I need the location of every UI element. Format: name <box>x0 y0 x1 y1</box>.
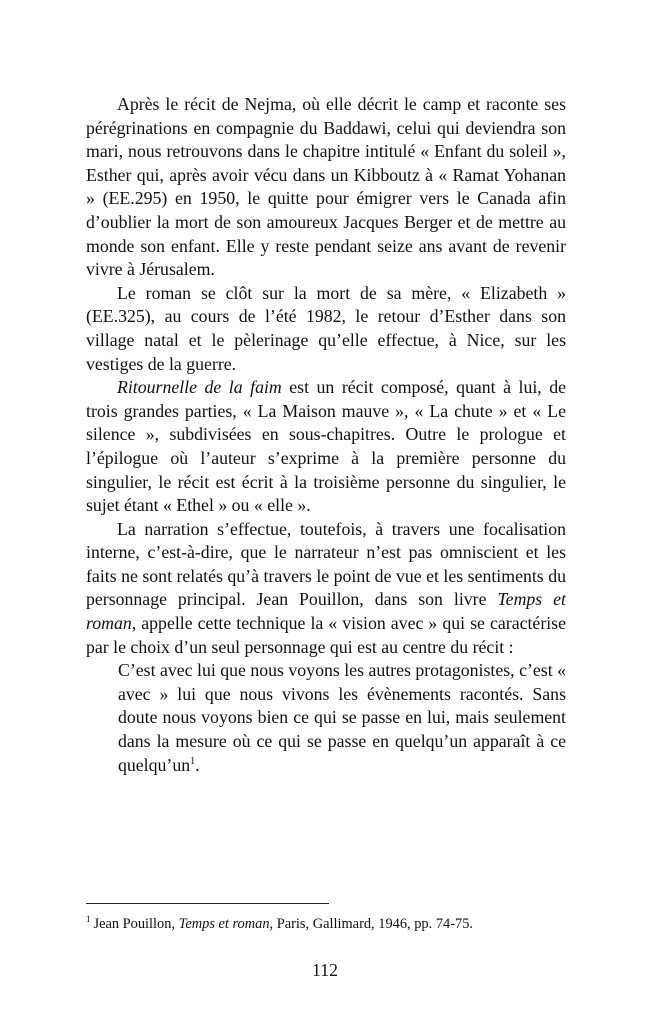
text-segment: La narration s’effectue, toutefois, à travers une focalisation interne, c’est-à-dire, que le narrateur n’est pas omniscient et les faits ne sont relatés qu’à travers le point de vue et les sentiments du personnage principal. Jean Pouillon, dans son livre <box>86 518 566 610</box>
text-segment: Après le récit de Nejma, où elle décrit le camp et raconte ses pérégrinations en compagnie du Baddawi, celui qui deviendra son mari, nous retrouvons dans le chapitre intitulé « Enfant du soleil », Esther qui, après avoir vécu dans un Kibboutz à « Ramat Yohanan » (EE.295) en 1950, le quitte pour émigrer vers le Canada afin d’oublier la mort de son amoureux Jacques Berger et de mettre au monde son enfant. Elle y reste pendant seize ans avant de revenir vivre à Jérusalem. <box>86 94 566 280</box>
paragraph <box>86 93 566 282</box>
quote-end: . <box>195 754 200 775</box>
footnote-mark: 1 <box>86 914 91 924</box>
paragraphs <box>86 93 566 659</box>
page-number: 112 <box>311 960 338 980</box>
footnote-title: Temps et roman <box>178 916 270 932</box>
footnote <box>86 915 586 933</box>
body-text <box>86 93 566 777</box>
italic-text: Temps et roman <box>86 589 566 634</box>
quote-text: C’est avec lui que nous voyons les autres protagonistes, c’est « avec » lui que nous vivons les évènements racontés. Sans doute nous voyons bien ce qui se passe en lui, mais seulement dans la mesure où ce qui se passe en quelqu’un apparaît à ce quelqu’un <box>118 660 566 775</box>
italic-text: Ritournelle de la faim <box>117 377 282 398</box>
footnote-author: Jean Pouillon, <box>93 916 179 932</box>
paragraph <box>86 518 566 660</box>
paragraph <box>86 376 566 518</box>
text-segment: est un récit composé, quant à lui, de trois grandes parties, « La Maison mauve », « La chute » et « Le silence », subdivisées en sous-chapitres. Outre le prologue et l’épilogue où l’auteur s’exprime à la première personne du singulier, le récit est écrit à la troisième personne du singulier, le sujet étant « Ethel » ou « elle ». <box>86 377 567 516</box>
block-quote <box>118 659 566 777</box>
paragraph <box>86 282 566 376</box>
text-segment: , appelle cette technique la « vision avec » qui se caractérise par le choix d’un seul personnage qui est au centre du récit : <box>86 613 566 657</box>
footnote-reference: 1 <box>190 755 196 767</box>
footnote-separator <box>86 903 329 904</box>
text-segment: Le roman se clôt sur la mort de sa mère, « Elizabeth » (EE.325), au cours de l’été 1982, le retour d’Esther dans son village natal et le pèlerinage qu’elle effectue, à Nice, sur les vestiges de la guerre. <box>86 282 566 374</box>
footnote-rest: , Paris, Gallimard, 1946, pp. 74-75. <box>269 916 473 932</box>
